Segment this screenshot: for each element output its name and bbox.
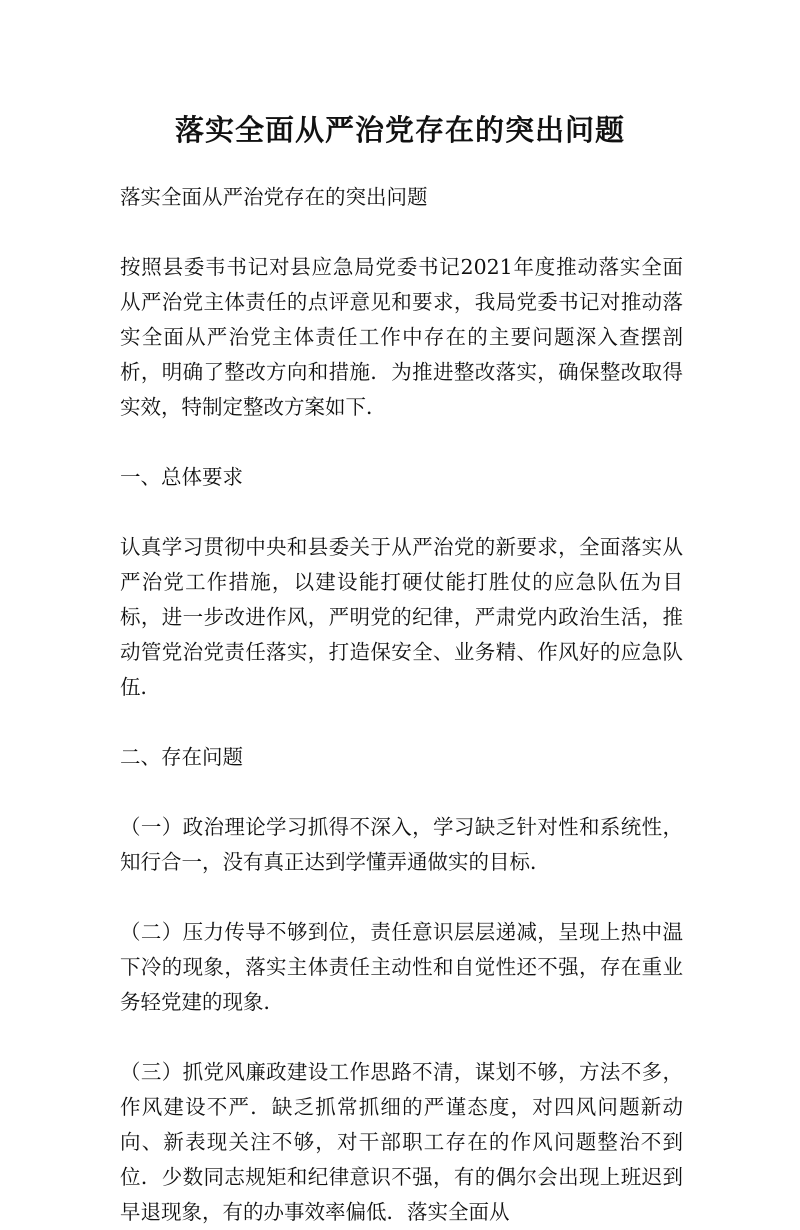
general-requirements-paragraph: 认真学习贯彻中央和县委关于从严治党的新要求，全面落实从严治党工作措施，以建设能打硬仗能打胜仗的应急队伍为目标，进一步改进作风，严明党的纪律，严肃党内政治生活，推动管党治党责任落实，打造保安全、业务精、作风好的应急队伍．: [120, 535, 683, 699]
section-heading-general-requirements: 一、总体要求: [120, 465, 243, 489]
intro-paragraph: 按照县委韦书记对县应急局党委书记2021年度推动落实全面从严治党主体责任的点评意见和要求，我局党委书记对推动落实全面从严治党主体责任工作中存在的主要问题深入查摆剖析，明确了整改方向和措施．为推进整改落实，确保整改取得实效，特制定整改方案如下．: [120, 255, 683, 419]
problem-item-2: （二）压力传导不够到位，责任意识层层递减，呈现上热中温下冷的现象，落实主体责任主动性和自觉性还不强，存在重业务轻党建的现象．: [120, 920, 683, 1014]
document-body: [120, 180, 683, 1230]
subtitle-paragraph: 落实全面从严治党存在的突出问题: [120, 185, 428, 209]
section-heading-existing-problems: 二、存在问题: [120, 745, 243, 769]
problem-item-1: （一）政治理论学习抓得不深入，学习缺乏针对性和系统性，知行合一，没有真正达到学懂弄通做实的目标．: [120, 815, 683, 874]
document-title: 落实全面从严治党存在的突出问题: [174, 113, 625, 147]
problem-item-3: （三）抓党风廉政建设工作思路不清，谋划不够，方法不多，作风建设不严．缺乏抓常抓细的严谨态度，对四风问题新动向、新表现关注不够，对干部职工存在的作风问题整治不到位．少数同志规矩和纪律意识不强，有的偶尔会出现上班迟到早退现象，有的办事效率偏低．落实全面从: [120, 1060, 683, 1224]
